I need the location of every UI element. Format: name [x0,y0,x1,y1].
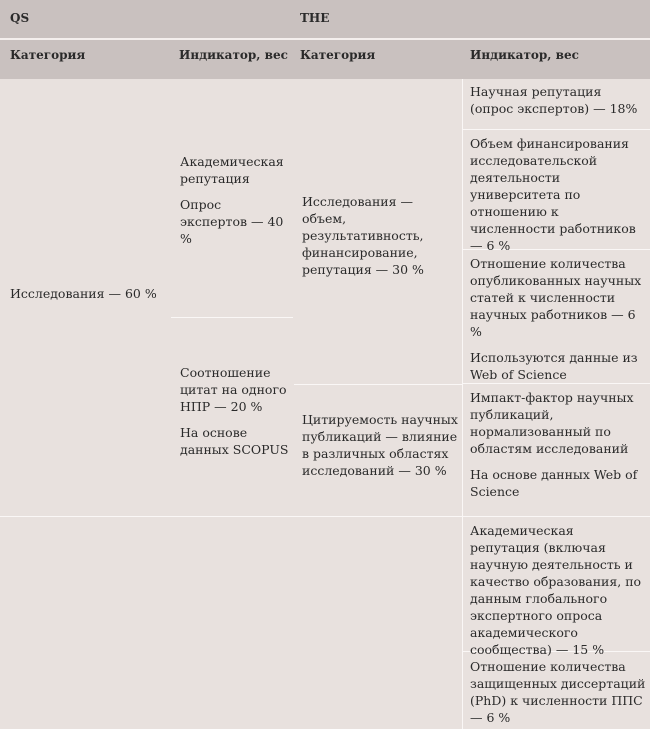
qs-indicator-academic-reputation [180,153,292,247]
the-indicator-note: Используются данные из Web of Science [470,350,638,382]
qs-indicator-title: Соотношение цитат на одного НПР — 20 % [180,365,287,414]
the-indicator-publications [470,255,646,383]
qs-indicator-note: На основе данных SCOPUS [180,425,289,457]
the-indicator-phd: Отношение количества защищенных диссертаций (PhD) к численности ППС — 6 % [470,659,646,725]
the-category-research: Исследования — объем, результативность, финансирование, репутация — 30 % [302,194,424,277]
grid-hline [462,383,650,384]
qs-indicator-citations [180,364,292,458]
the-indicator-reputation: Научная репутация (опрос экспертов) — 18% [470,84,638,116]
the-indicator-title: Импакт-фактор научных публикаций, нормализованный по областям исследований [470,390,634,456]
grid-hline [294,384,462,385]
grid-hline [462,129,650,130]
the-category-citations: Цитируемость научных публикаций — влияние в различных областях исследований — 30 % [302,412,458,478]
header-qs-category: Категория [10,48,86,62]
header-qs-indicator: Индикатор, вес [179,48,288,62]
qs-indicator-title: Академическая репутация [180,154,284,186]
the-indicator-funding: Объем финансирования исследовательской деятельности университета по отношению к численности работников — 6 % [470,136,636,253]
grid-vline [462,79,463,729]
the-indicator-note: На основе данных Web of Science [470,467,638,499]
header-separator [0,38,650,40]
header-the: THE [300,11,330,25]
qs-category-research: Исследования — 60 % [10,286,157,301]
header-the-indicator: Индикатор, вес [470,48,579,62]
grid-hline [171,317,293,318]
qs-indicator-note: Опрос экспертов — 40 % [180,197,284,246]
header-the-category: Категория [300,48,376,62]
the-indicator-impact [470,389,646,500]
header-qs: QS [10,11,30,25]
the-indicator-academic-reputation: Академическая репутация (включая научную деятельность и качество образования, по данным глобального экспертного опроса академического сообщества) — 15 % [470,523,642,657]
grid-hline [0,516,462,517]
the-indicator-title: Отношение количества опубликованных научных статей к численности научных работников — 6 % [470,256,642,339]
grid-hline [462,516,650,517]
